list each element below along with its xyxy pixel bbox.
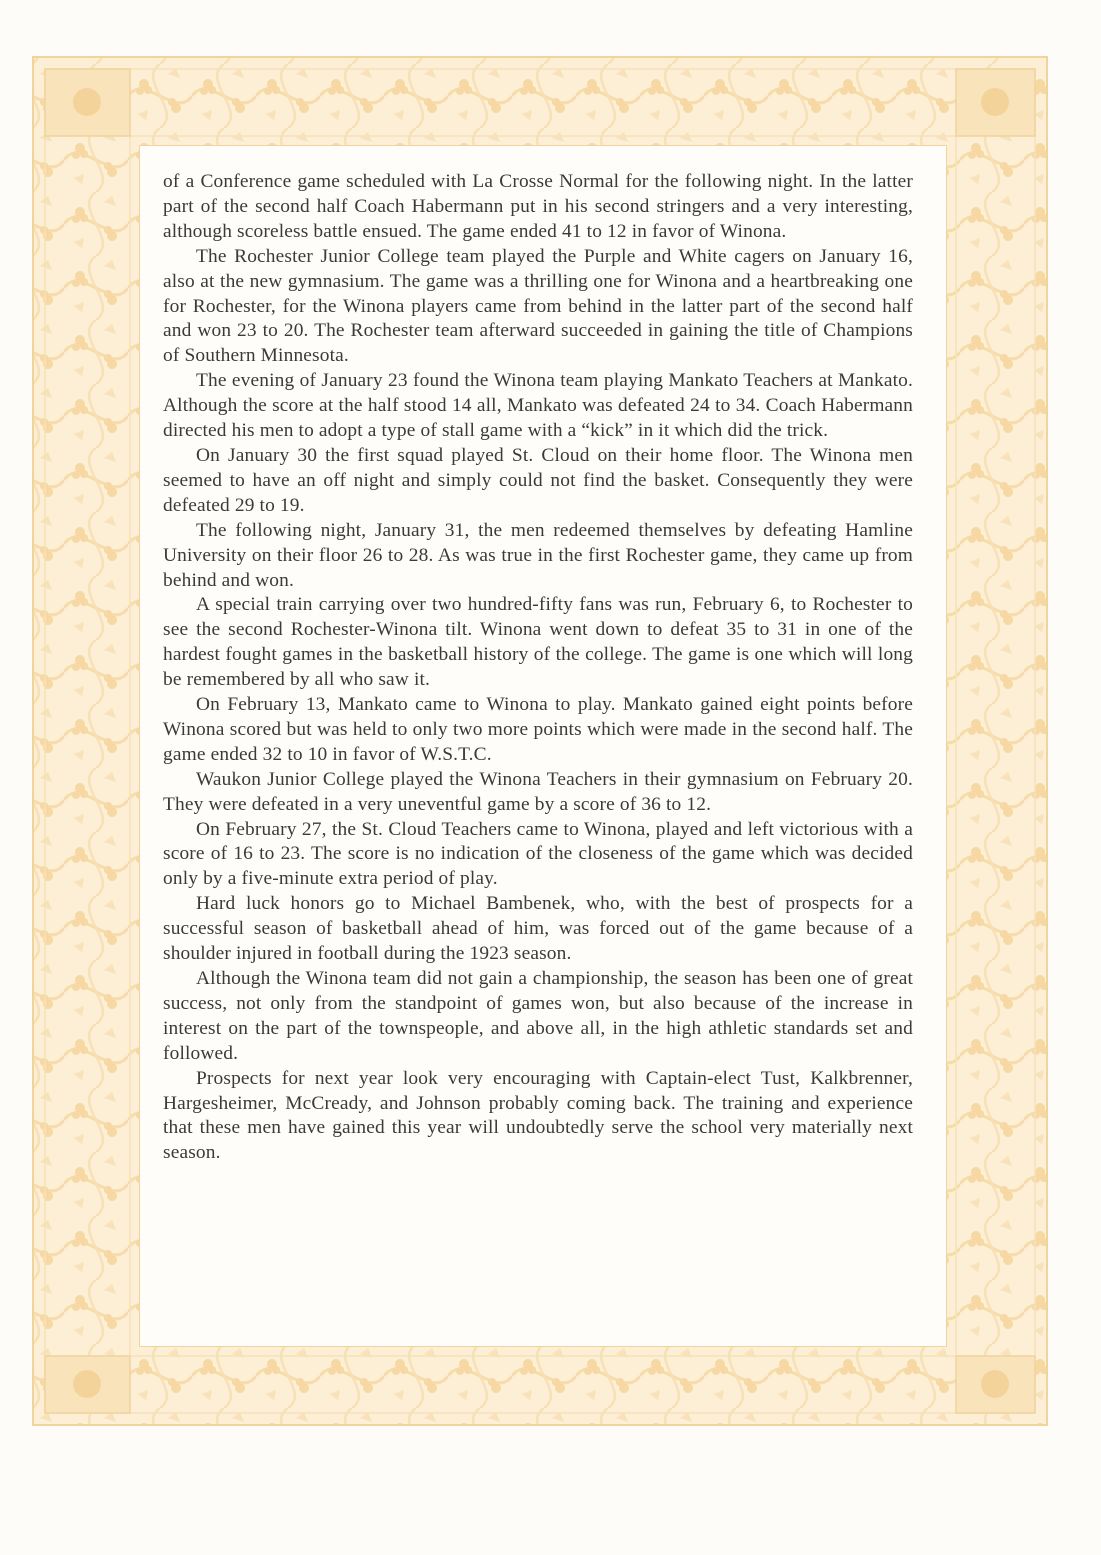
paragraph: Waukon Junior College played the Winona Teachers in their gymnasium on February 20. They were defeated in a very uneventful game by a score of 36 to 12.	[163, 768, 913, 815]
paragraph: On February 13, Mankato came to Winona to play. Mankato gained eight points before Winona scored but was held to only two more points which were made in the second half. The game ended 32 to 10 in favor of W.S.T.C.	[163, 694, 913, 765]
paragraph: Hard luck honors go to Michael Bambenek, who, with the best of prospects for a successful season of basketball ahead of him, was forced out of the game because of a shoulder injured in football during the 1923 season.	[163, 893, 913, 965]
paragraph: The evening of January 23 found the Winona team playing Mankato Teachers at Mankato. Although the score at the half stood 14 all, Mankato was defeated 24 to 34. Coach Habermann directed his men to adopt a type of stall game with a “kick” in it which did the trick.	[163, 370, 913, 442]
paragraph: of a Conference game scheduled with La Crosse Normal for the following night. In the latter part of the second half Coach Habermann put in his second stringers and a very interesting, although scoreless battle ensued. The game ended 41 to 12 in favor of Winona.	[163, 171, 913, 242]
paragraph: On February 27, the St. Cloud Teachers came to Winona, played and left victorious with a score of 16 to 23. The score is no indication of the closeness of the game which was decided only by a five-minute extra period of play.	[163, 818, 913, 890]
paragraph: A special train carrying over two hundred-fifty fans was run, February 6, to Rochester to see the second Rochester-Winona tilt. Winona went down to defeat 35 to 31 in one of the hardest fought games in the basketball history of the college. The game is one which will long be remembered by all who saw it.	[163, 594, 913, 691]
paragraph: The following night, January 31, the men redeemed themselves by defeating Hamline University on their floor 26 to 28. As was true in the first Rochester game, they came up from behind and won.	[163, 519, 913, 591]
paragraph: The Rochester Junior College team played the Purple and White cagers on January 16, also at the new gymnasium. The game was a thrilling one for Winona and a heartbreaking one for Rochester, for the Winona players came from behind in the latter part of the second half and won 23 to 20. The Rochester team afterward succeeded in gaining the title of Champions of Southern Minnesota.	[163, 245, 913, 367]
article-body	[163, 170, 913, 1166]
paragraph: Although the Winona team did not gain a championship, the season has been one of great success, not only from the standpoint of games won, but also because of the increase in interest on the part of the townspeople, and above all, in the high athletic standards set and followed.	[163, 968, 913, 1064]
paragraph: On January 30 the first squad played St. Cloud on their home floor. The Winona men seemed to have an off night and simply could not find the basket. Consequently they were defeated 29 to 19.	[163, 444, 913, 516]
paragraph: Prospects for next year look very encouraging with Captain-elect Tust, Kalkbrenner, Hargesheimer, McCready, and Johnson probably coming back. The training and experience that these men have gained this year will undoubtedly serve the school very materially next season.	[163, 1067, 913, 1164]
